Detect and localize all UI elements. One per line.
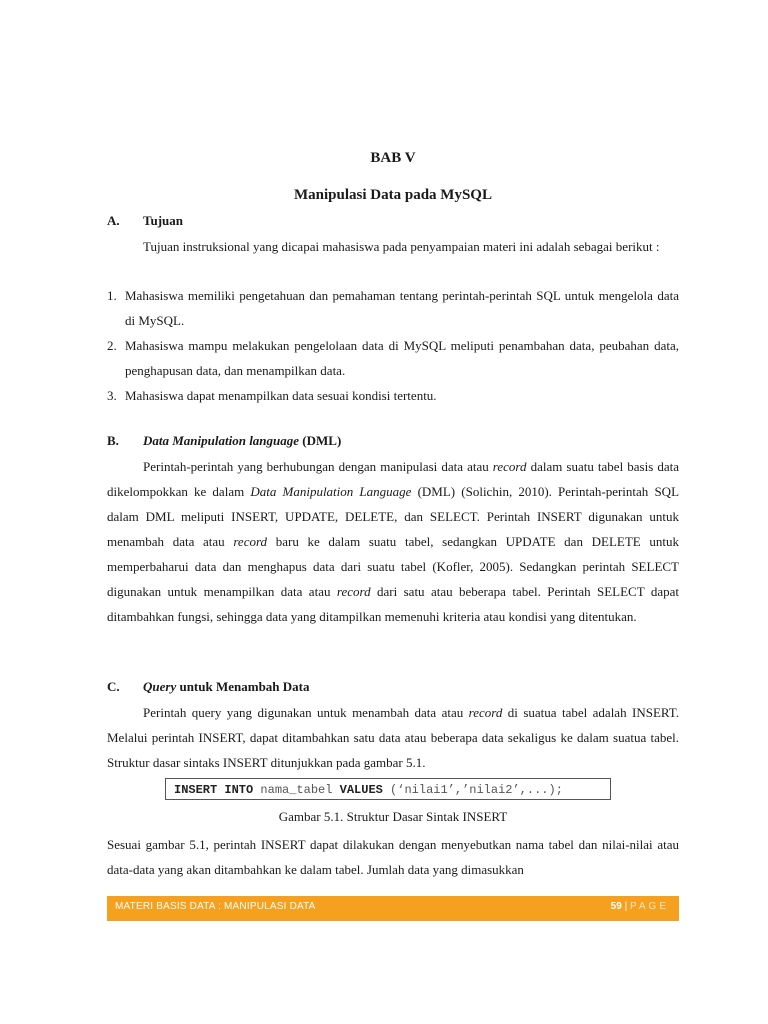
- section-c-paragraph: Perintah query yang digunakan untuk menambah data atau record di suatua tabel adalah INSERT. Melalui perintah INSERT, dapat ditambahkan satu data atau beberapa data sekaligus ke dalam suatua tabel. Struktur dasar sintaks INSERT ditunjukkan pada gambar 5.1.: [107, 705, 679, 770]
- figure-caption: Gambar 5.1. Struktur Dasar Sintak INSERT: [278, 809, 508, 824]
- footer-page-info: 59 | PAGE: [610, 901, 669, 912]
- section-a-intro: Tujuan instruksional yang dicapai mahasiswa pada penyampaian materi ini adalah sebagai berikut :: [143, 239, 660, 254]
- section-a-letter: A.: [107, 213, 120, 228]
- chapter-label: BAB V: [370, 150, 416, 166]
- section-b-paragraph: Perintah-perintah yang berhubungan dengan manipulasi data atau record dalam suatu tabel basis data dikelompokkan ke dalam Data Manipulation Language (DML) (Solichin, 2010). Perintah-perintah SQL dalam DML meliputi INSERT, UPDATE, DELETE, dan SELECT. Perintah INSERT digunakan untuk menambah data atau record baru ke dalam suatu tabel, sedangkan UPDATE dan DELETE untuk memperbaharui data dan menghapus data dari suatu tabel (Kofler, 2005). Sedangkan perintah SELECT digunakan untuk menampilkan data atau record dari satu atau beberapa tabel. Perintah SELECT dapat ditambahkan fungsi, sehingga data yang ditampilkan memenuhi kriteria atau kondisi yang ditentukan.: [107, 459, 680, 624]
- objectives-list: [107, 283, 679, 408]
- list-item: 1. Mahasiswa memiliki pengetahuan dan pemahaman tentang perintah-perintah SQL untuk mengelola data di MySQL.: [107, 288, 679, 328]
- insert-syntax-code: INSERT INTO nama_tabel VALUES (‘nilai1’,’nilai2’,...);: [165, 778, 611, 800]
- list-item: 3. Mahasiswa dapat menampilkan data sesuai kondisi tertentu.: [107, 388, 437, 403]
- page-label: PAGE: [629, 901, 669, 912]
- list-item: 2. Mahasiswa mampu melakukan pengelolaan data di MySQL meliputi penambahan data, peubahan data, penghapusan data, dan menampilkan data.: [107, 338, 679, 378]
- chapter-title: Manipulasi Data pada MySQL: [294, 187, 492, 203]
- page-footer: [107, 896, 679, 921]
- section-a-heading: [107, 213, 679, 229]
- section-c-heading: C. Query untuk Menambah Data: [107, 679, 310, 694]
- section-b-heading: B. Data Manipulation language (DML): [107, 433, 342, 448]
- section-a-title: Tujuan: [143, 213, 183, 228]
- page-number: 59: [610, 901, 622, 912]
- section-c-paragraph-2: Sesuai gambar 5.1, perintah INSERT dapat dilakukan dengan menyebutkan nama tabel dan nilai-nilai atau data-data yang akan ditambahkan ke dalam tabel. Jumlah data yang dimasukkan: [107, 837, 679, 877]
- footer-title: MATERI BASIS DATA : MANIPULASI DATA: [115, 901, 316, 912]
